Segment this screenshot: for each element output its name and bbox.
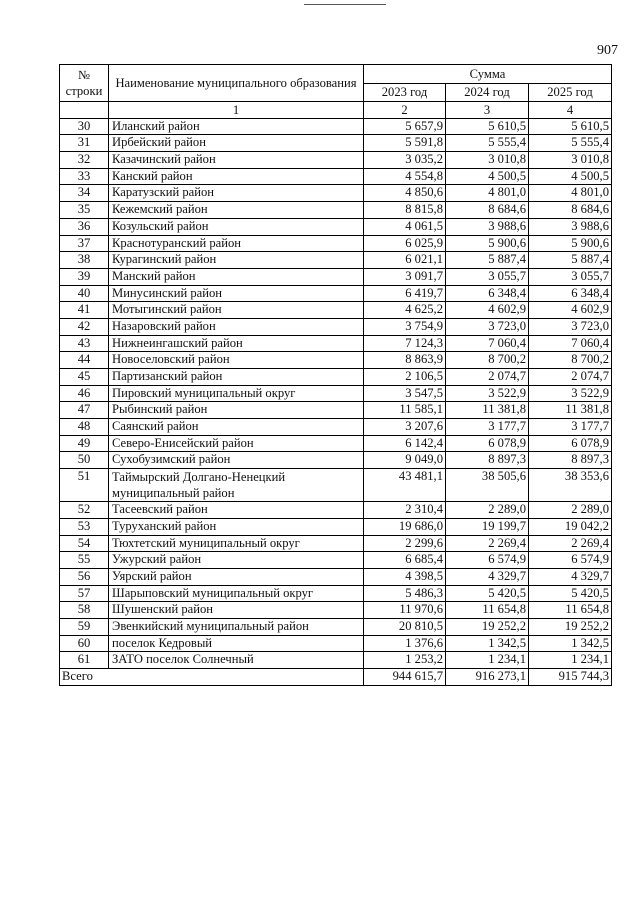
amount-2024: 6 348,4 xyxy=(446,285,529,302)
table-row xyxy=(60,385,612,402)
municipality-name: Ирбейский район xyxy=(109,135,364,152)
table-row xyxy=(60,202,612,219)
table-row xyxy=(60,469,612,502)
header-no-line2: строки xyxy=(65,84,103,98)
amount-2024: 4 602,9 xyxy=(446,302,529,319)
column-number-row xyxy=(60,102,612,119)
row-number: 58 xyxy=(60,602,109,619)
table-row xyxy=(60,369,612,386)
amount-2023: 2 106,5 xyxy=(364,369,446,386)
amount-2024: 7 060,4 xyxy=(446,335,529,352)
row-number: 57 xyxy=(60,585,109,602)
municipality-name: Минусинский район xyxy=(109,285,364,302)
amount-2023: 4 554,8 xyxy=(364,168,446,185)
amount-2025: 5 900,6 xyxy=(529,235,612,252)
municipality-name: Тасеевский район xyxy=(109,502,364,519)
row-number: 55 xyxy=(60,552,109,569)
amount-2025: 11 381,8 xyxy=(529,402,612,419)
amount-2025: 3 010,8 xyxy=(529,152,612,169)
amount-2023: 4 061,5 xyxy=(364,218,446,235)
row-number: 45 xyxy=(60,369,109,386)
amount-2025: 8 897,3 xyxy=(529,452,612,469)
row-number: 46 xyxy=(60,385,109,402)
amount-2025: 1 342,5 xyxy=(529,635,612,652)
amount-2023: 11 970,6 xyxy=(364,602,446,619)
amount-2024: 6 078,9 xyxy=(446,435,529,452)
amount-2023: 4 625,2 xyxy=(364,302,446,319)
amount-2023: 11 585,1 xyxy=(364,402,446,419)
municipality-name: Каратузский район xyxy=(109,185,364,202)
page-number: 907 xyxy=(597,43,618,58)
amount-2023: 3 207,6 xyxy=(364,419,446,436)
table-row xyxy=(60,568,612,585)
header-municipality-name: Наименование муниципального образования xyxy=(109,65,364,102)
amount-2025: 5 555,4 xyxy=(529,135,612,152)
amount-2024: 11 654,8 xyxy=(446,602,529,619)
amount-2025: 6 348,4 xyxy=(529,285,612,302)
amount-2025: 5 610,5 xyxy=(529,118,612,135)
header-year-2023: 2023 год xyxy=(364,83,446,101)
row-number: 30 xyxy=(60,118,109,135)
row-number: 50 xyxy=(60,452,109,469)
row-number: 40 xyxy=(60,285,109,302)
table-row xyxy=(60,502,612,519)
municipality-name: Новоселовский район xyxy=(109,352,364,369)
amount-2024: 3 988,6 xyxy=(446,218,529,235)
amount-2025: 2 074,7 xyxy=(529,369,612,386)
table-row xyxy=(60,135,612,152)
amount-2025: 2 289,0 xyxy=(529,502,612,519)
amount-2024: 19 252,2 xyxy=(446,618,529,635)
amount-2025: 4 500,5 xyxy=(529,168,612,185)
amount-2023: 7 124,3 xyxy=(364,335,446,352)
table-row xyxy=(60,335,612,352)
amount-2025: 19 252,2 xyxy=(529,618,612,635)
amount-2024: 4 500,5 xyxy=(446,168,529,185)
municipality-name: Северо-Енисейский район xyxy=(109,435,364,452)
amount-2025: 5 887,4 xyxy=(529,252,612,269)
municipality-name: Шарыповский муниципальный округ xyxy=(109,585,364,602)
row-number: 37 xyxy=(60,235,109,252)
amount-2024: 3 055,7 xyxy=(446,268,529,285)
row-number: 39 xyxy=(60,268,109,285)
amount-2025: 1 234,1 xyxy=(529,652,612,669)
amount-2023: 1 376,6 xyxy=(364,635,446,652)
amount-2025: 4 602,9 xyxy=(529,302,612,319)
row-number: 41 xyxy=(60,302,109,319)
row-number: 51 xyxy=(60,469,109,502)
amount-2023: 5 657,9 xyxy=(364,118,446,135)
municipality-name: поселок Кедровый xyxy=(109,635,364,652)
amount-2025: 5 420,5 xyxy=(529,585,612,602)
amount-2023: 19 686,0 xyxy=(364,518,446,535)
amount-2024: 5 420,5 xyxy=(446,585,529,602)
table-row xyxy=(60,118,612,135)
municipality-name: Таймырский Долгано-Ненецкий муниципальный район xyxy=(109,469,364,502)
row-number: 49 xyxy=(60,435,109,452)
header-rule xyxy=(304,4,386,5)
amount-2025: 6 574,9 xyxy=(529,552,612,569)
row-number: 44 xyxy=(60,352,109,369)
row-number: 59 xyxy=(60,618,109,635)
amount-2024: 3 177,7 xyxy=(446,419,529,436)
table-row xyxy=(60,285,612,302)
table-row xyxy=(60,152,612,169)
amount-2023: 8 815,8 xyxy=(364,202,446,219)
header-year-2024: 2024 год xyxy=(446,83,529,101)
amount-2024: 38 505,6 xyxy=(446,469,529,502)
amount-2024: 5 610,5 xyxy=(446,118,529,135)
row-number: 60 xyxy=(60,635,109,652)
municipality-name: Рыбинский район xyxy=(109,402,364,419)
amount-2023: 5 591,8 xyxy=(364,135,446,152)
amount-2024: 5 887,4 xyxy=(446,252,529,269)
row-number: 61 xyxy=(60,652,109,669)
table-row xyxy=(60,252,612,269)
amount-2023: 6 021,1 xyxy=(364,252,446,269)
municipality-name: Уярский район xyxy=(109,568,364,585)
amount-2025: 7 060,4 xyxy=(529,335,612,352)
amount-2025: 3 723,0 xyxy=(529,318,612,335)
header-row-1 xyxy=(60,65,612,84)
amount-2024: 5 900,6 xyxy=(446,235,529,252)
table-row xyxy=(60,618,612,635)
row-number: 52 xyxy=(60,502,109,519)
municipality-name: Эвенкийский муниципальный район xyxy=(109,618,364,635)
total-amount-2024: 916 273,1 xyxy=(446,669,529,686)
municipality-name: Туруханский район xyxy=(109,518,364,535)
amount-2023: 8 863,9 xyxy=(364,352,446,369)
municipality-name: Иланский район xyxy=(109,118,364,135)
table-row xyxy=(60,402,612,419)
amount-2025: 3 055,7 xyxy=(529,268,612,285)
amount-2025: 3 988,6 xyxy=(529,218,612,235)
municipality-name: Кежемский район xyxy=(109,202,364,219)
amount-2025: 38 353,6 xyxy=(529,469,612,502)
amount-2024: 8 897,3 xyxy=(446,452,529,469)
municipality-name: Саянский район xyxy=(109,419,364,436)
table-row xyxy=(60,318,612,335)
amount-2024: 19 199,7 xyxy=(446,518,529,535)
amount-2025: 11 654,8 xyxy=(529,602,612,619)
row-number: 31 xyxy=(60,135,109,152)
amount-2024: 4 329,7 xyxy=(446,568,529,585)
row-number: 43 xyxy=(60,335,109,352)
table-row xyxy=(60,535,612,552)
table-row xyxy=(60,218,612,235)
amount-2024: 1 342,5 xyxy=(446,635,529,652)
municipality-name: Тюхтетский муниципальный округ xyxy=(109,535,364,552)
municipality-name: Козульский район xyxy=(109,218,364,235)
amount-2025: 8 684,6 xyxy=(529,202,612,219)
amount-2024: 8 684,6 xyxy=(446,202,529,219)
column-number-2: 2 xyxy=(364,102,446,119)
amount-2023: 3 091,7 xyxy=(364,268,446,285)
table-row xyxy=(60,185,612,202)
amount-2025: 19 042,2 xyxy=(529,518,612,535)
table-row xyxy=(60,552,612,569)
municipality-name: Шушенский район xyxy=(109,602,364,619)
municipality-name: Казачинский район xyxy=(109,152,364,169)
total-amount-2025: 915 744,3 xyxy=(529,669,612,686)
column-number-0 xyxy=(60,102,109,119)
row-number: 38 xyxy=(60,252,109,269)
row-number: 32 xyxy=(60,152,109,169)
column-number-3: 3 xyxy=(446,102,529,119)
amount-2023: 3 547,5 xyxy=(364,385,446,402)
amount-2023: 6 419,7 xyxy=(364,285,446,302)
row-number: 53 xyxy=(60,518,109,535)
row-number: 42 xyxy=(60,318,109,335)
amount-2025: 3 177,7 xyxy=(529,419,612,436)
amount-2023: 4 850,6 xyxy=(364,185,446,202)
table-row xyxy=(60,652,612,669)
row-number: 33 xyxy=(60,168,109,185)
column-number-4: 4 xyxy=(529,102,612,119)
amount-2023: 43 481,1 xyxy=(364,469,446,502)
amount-2023: 2 310,4 xyxy=(364,502,446,519)
header-row-number xyxy=(60,65,109,102)
municipality-name: Ужурский район xyxy=(109,552,364,569)
total-row xyxy=(60,669,612,686)
amount-2024: 3 522,9 xyxy=(446,385,529,402)
table-row xyxy=(60,585,612,602)
column-number-1: 1 xyxy=(109,102,364,119)
header-sum: Сумма xyxy=(364,65,612,84)
amount-2025: 8 700,2 xyxy=(529,352,612,369)
table-row xyxy=(60,518,612,535)
amount-2023: 6 142,4 xyxy=(364,435,446,452)
amount-2024: 8 700,2 xyxy=(446,352,529,369)
row-number: 48 xyxy=(60,419,109,436)
table-row xyxy=(60,235,612,252)
amount-2023: 9 049,0 xyxy=(364,452,446,469)
amount-2024: 6 574,9 xyxy=(446,552,529,569)
amount-2023: 6 025,9 xyxy=(364,235,446,252)
amount-2024: 1 234,1 xyxy=(446,652,529,669)
amount-2023: 3 754,9 xyxy=(364,318,446,335)
municipality-name: Пировский муниципальный округ xyxy=(109,385,364,402)
table-row xyxy=(60,602,612,619)
amount-2024: 2 289,0 xyxy=(446,502,529,519)
amount-2023: 6 685,4 xyxy=(364,552,446,569)
table-row xyxy=(60,352,612,369)
row-number: 54 xyxy=(60,535,109,552)
municipality-name: Манский район xyxy=(109,268,364,285)
amount-2024: 3 723,0 xyxy=(446,318,529,335)
amount-2024: 4 801,0 xyxy=(446,185,529,202)
total-amount-2023: 944 615,7 xyxy=(364,669,446,686)
amount-2024: 3 010,8 xyxy=(446,152,529,169)
municipality-name: Канский район xyxy=(109,168,364,185)
municipality-name: Партизанский район xyxy=(109,369,364,386)
amount-2024: 11 381,8 xyxy=(446,402,529,419)
header-no-line1: № xyxy=(77,68,91,82)
amount-2025: 2 269,4 xyxy=(529,535,612,552)
municipality-name: ЗАТО поселок Солнечный xyxy=(109,652,364,669)
amount-2024: 5 555,4 xyxy=(446,135,529,152)
amount-2024: 2 269,4 xyxy=(446,535,529,552)
amount-2023: 3 035,2 xyxy=(364,152,446,169)
municipality-name: Сухобузимский район xyxy=(109,452,364,469)
amount-2023: 2 299,6 xyxy=(364,535,446,552)
header-year-2025: 2025 год xyxy=(529,83,612,101)
row-number: 34 xyxy=(60,185,109,202)
amount-2023: 5 486,3 xyxy=(364,585,446,602)
table-row xyxy=(60,268,612,285)
amount-2024: 2 074,7 xyxy=(446,369,529,386)
amount-2023: 4 398,5 xyxy=(364,568,446,585)
municipality-name: Курагинский район xyxy=(109,252,364,269)
table-row xyxy=(60,452,612,469)
row-number: 56 xyxy=(60,568,109,585)
budget-table xyxy=(59,64,612,686)
table-row xyxy=(60,635,612,652)
municipality-name: Назаровский район xyxy=(109,318,364,335)
table-row xyxy=(60,435,612,452)
table-row xyxy=(60,419,612,436)
row-number: 47 xyxy=(60,402,109,419)
table-row xyxy=(60,168,612,185)
amount-2025: 4 801,0 xyxy=(529,185,612,202)
amount-2025: 4 329,7 xyxy=(529,568,612,585)
amount-2025: 6 078,9 xyxy=(529,435,612,452)
table-row xyxy=(60,302,612,319)
amount-2023: 1 253,2 xyxy=(364,652,446,669)
municipality-name: Краснотуранский район xyxy=(109,235,364,252)
amount-2023: 20 810,5 xyxy=(364,618,446,635)
municipality-name: Нижнеингашский район xyxy=(109,335,364,352)
municipality-name: Мотыгинский район xyxy=(109,302,364,319)
row-number: 36 xyxy=(60,218,109,235)
total-label: Всего xyxy=(60,669,364,686)
row-number: 35 xyxy=(60,202,109,219)
amount-2025: 3 522,9 xyxy=(529,385,612,402)
